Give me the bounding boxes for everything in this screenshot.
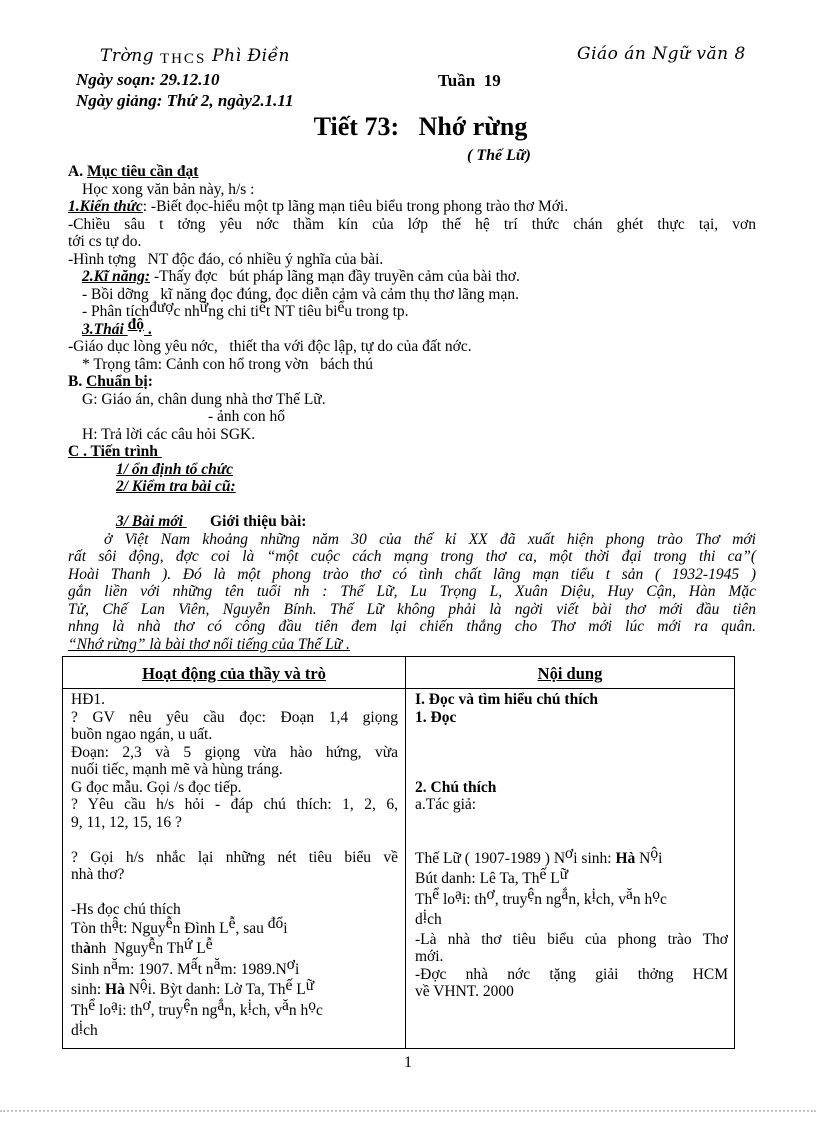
text-run: ă: [282, 997, 289, 1014]
lesson-body: [68, 163, 756, 653]
text-run: Hoài Thanh ). Đó là một phong trào thơ có tình chất lãng mạn tiểu t sản ( 1932-1945 ): [68, 565, 756, 583]
text-run: i: th: [461, 890, 487, 908]
date-prepared: Ngày soạn: 29.12.10: [76, 70, 220, 89]
text-run: a.Tác giả:: [415, 796, 477, 813]
doc-line: [415, 691, 728, 709]
text-run: ệ: [527, 886, 535, 903]
text-run: L: [192, 940, 206, 957]
text-run: buồn ngao ngán, u uất.: [71, 726, 213, 743]
doc-line: [415, 845, 728, 870]
doc-line: [68, 198, 756, 216]
text-run: - Bồi dỡng kĩ năng đọc đúng, đọc diễn cảm và cảm thụ thơ lãng mạn.: [82, 285, 519, 303]
blank-line: [68, 496, 756, 514]
text-run: nuối tiếc, mạnh mẽ và hùng tráng.: [71, 761, 283, 778]
school-name: [100, 46, 290, 68]
text-run: ng chi ti: [208, 303, 259, 320]
text-run: ộ: [650, 845, 659, 862]
text-run: ắ: [561, 886, 569, 903]
text-run: à: [83, 940, 91, 957]
text-run: , sau: [235, 919, 268, 937]
text-run: ơ: [565, 845, 574, 862]
text-run: ă: [213, 956, 221, 973]
doc-line: [68, 268, 756, 286]
school-name-part2: Phì Điền: [206, 46, 290, 66]
text-run: ắ: [217, 997, 225, 1014]
doc-line: [71, 976, 398, 1001]
text-run: ị: [591, 886, 596, 903]
text-run: u trong tp.: [344, 303, 409, 320]
text-run: C . Tiến trình: [68, 443, 162, 460]
doc-line: [415, 779, 728, 797]
text-run: G đọc mẫu. Gọi /s đọc tiếp.: [71, 778, 242, 796]
doc-line: [71, 935, 398, 960]
text-run: - ảnh con hổ: [208, 408, 286, 425]
text-run: ứ: [183, 935, 193, 953]
text-run: ạ: [455, 886, 462, 903]
text-run: i: [283, 919, 288, 937]
text-run: , truy: [150, 1001, 184, 1019]
text-run: ch: [427, 911, 442, 928]
text-run: Thế Lữ ( 1907-1989 ) N: [415, 849, 566, 867]
text-run: ậ: [111, 915, 119, 932]
text-run: ? Gọi h/s nhắc lại những nét tiêu biểu về: [71, 848, 398, 866]
text-run: d: [71, 1022, 79, 1039]
text-run: ộ: [139, 976, 148, 994]
doc-line: [415, 983, 728, 1001]
text-run: Sinh n: [71, 960, 112, 978]
text-run: Hà: [615, 849, 636, 867]
lesson-author: ( Thế Lữ): [467, 147, 531, 164]
activity-column-header: Hoạt động của thầy và trò: [142, 664, 326, 683]
text-run: -Giáo dục lòng yêu nớc, thiết tha với độc lập, tự do của đất nớc.: [68, 338, 472, 355]
blank-line: [71, 884, 398, 902]
text-run: ọ: [308, 997, 317, 1014]
doc-line: [68, 566, 756, 584]
text-run: n, k: [224, 1001, 248, 1019]
text-run: Th: [71, 1001, 89, 1019]
text-run: ị: [247, 997, 252, 1014]
doc-line: [68, 461, 756, 479]
doc-line: [415, 966, 728, 984]
text-run: c: [660, 890, 667, 908]
text-run: mới.: [415, 948, 444, 965]
text-run: :: [147, 373, 153, 390]
text-run: N: [635, 849, 651, 867]
doc-line: [68, 478, 756, 496]
text-run: Giới thiệu bài:: [210, 513, 307, 530]
text-run: ể: [337, 298, 345, 316]
text-run: n h: [288, 1001, 309, 1019]
content-column-header: Nội dung: [537, 664, 603, 683]
text-run: Th: [415, 890, 433, 908]
text-run: ơ: [286, 956, 295, 973]
text-run: là bài thơ nổi tiếng của Thế Lữ .: [145, 635, 350, 653]
text-run: t: Nguy: [118, 919, 166, 937]
text-run: G: Giáo án, chân dung nhà thơ Thế Lữ.: [82, 390, 326, 408]
doc-line: [415, 886, 728, 911]
text-run: 3.Thái: [82, 320, 128, 338]
text-run: ễ: [205, 935, 213, 953]
text-run: m: 1989.N: [220, 960, 287, 978]
document-subject: Giáo án Ngữ văn 8: [577, 44, 746, 64]
doc-line: [71, 691, 398, 709]
text-run: nhng là nhà thơ có công đầu tiên đem lại chiến thắng cho Thơ mới lúc mới ra quân.: [68, 618, 756, 635]
doc-line: [68, 181, 756, 199]
text-run: ễ: [228, 915, 236, 932]
text-run: ấ: [190, 956, 198, 973]
text-run: ị: [78, 1017, 84, 1035]
doc-line: [68, 163, 756, 181]
text-run: ế: [285, 976, 293, 994]
text-run: ệ: [183, 997, 191, 1014]
text-run: : -Biết đọc-hiểu một tp lãng mạn tiêu biểu trong phong trào thơ Mới.: [142, 198, 569, 215]
doc-line: [68, 373, 756, 391]
doc-line: [71, 814, 398, 832]
text-run: * Trọng tâm: Cảnh con hổ trong vờn bách thú: [82, 355, 374, 373]
text-run: Bút danh: Lê Ta, Th: [415, 870, 540, 887]
text-run: ch, v: [251, 1001, 283, 1019]
doc-line: [71, 709, 398, 727]
doc-line: [68, 316, 756, 339]
text-run: ở Việt Nam khoảng những năm 30 của thế kỉ XX đã xuất hiện phong trào Thơ mới: [104, 530, 756, 548]
text-run: -Chiều sâu t tởng yêu nớc thầm kín của lớp thế hệ trí thức chán ghét thực tại, vơn: [68, 215, 756, 233]
blank-line: [415, 814, 728, 832]
lesson-title: Tiết 73: Nhớ rừng: [313, 112, 528, 141]
text-run: t NT tiêu bi: [265, 303, 338, 320]
text-run: ch: [83, 1022, 98, 1039]
text-run: ễ: [148, 935, 156, 953]
doc-line: [68, 251, 756, 269]
date-taught: Ngày giảng: Thứ 2, ngày2.1.11: [76, 91, 294, 110]
doc-line: [68, 618, 756, 636]
table-body-row: [63, 689, 734, 1048]
doc-line: [68, 426, 756, 444]
text-run: ơ: [486, 886, 495, 903]
text-run: ễ: [165, 915, 173, 932]
doc-line: [415, 709, 728, 727]
doc-line: [68, 298, 756, 321]
text-run: Tử, Chế Lan Viên, Nguyễn Bính. Thế Lữ không phải là ngời viết bài thơ mới đầu tiên: [68, 600, 756, 618]
doc-line: [68, 531, 756, 549]
text-run: 2.Kĩ năng:: [82, 268, 151, 285]
text-run: ? Yêu cầu h/s hỏi - đáp chú thích: 1, 2, 6,: [71, 796, 398, 813]
page-number: 1: [404, 1054, 412, 1071]
text-run: ể: [88, 997, 96, 1014]
doc-line: [71, 915, 398, 940]
text-run: nh Nguy: [90, 940, 149, 957]
doc-line: [71, 761, 398, 779]
content-cell: [406, 689, 734, 1048]
bottom-dotted-rule: [0, 1110, 816, 1112]
text-run: gắn liền với những tên tuổi nh : Thế Lữ, Lu Trọng L, Xuân Diệu, Huy Cận, Hàn Mặc: [68, 583, 756, 600]
text-run: tới cs tự do.: [68, 233, 142, 250]
text-run: N: [124, 981, 140, 998]
text-run: -Là nhà thơ tiêu biểu của phong trào Thơ: [415, 930, 728, 948]
doc-line: [415, 948, 728, 966]
text-run: [187, 513, 210, 530]
text-run: m: 1907. M: [117, 960, 191, 978]
text-run: 1. Đọc: [415, 708, 457, 726]
doc-line: [415, 931, 728, 949]
text-run: đổ: [267, 915, 284, 932]
text-run: n h: [632, 890, 653, 908]
week-label: Tuần 19: [438, 71, 501, 90]
text-run: -Thấy đợc bút pháp lãng mạn đầy truyền cảm của bài thơ.: [150, 268, 520, 285]
text-run: H: Trả lời các câu hỏi SGK.: [82, 425, 256, 443]
text-run: i sinh:: [573, 849, 616, 867]
text-run: A.: [68, 163, 87, 180]
text-run: n Đình L: [172, 919, 229, 937]
table-header-row: [63, 657, 734, 689]
doc-line: [68, 636, 756, 654]
text-run: -Đợc nhà nớc tặng giải thởng HCM: [415, 965, 728, 983]
doc-line: [68, 601, 756, 619]
text-run: Chuẩn bị: [86, 373, 148, 390]
doc-line: [71, 726, 398, 744]
text-run: 1/ ổn định tổ chức: [116, 460, 233, 478]
text-run: sinh:: [71, 981, 106, 998]
text-run: .: [144, 320, 152, 338]
text-run: Mục tiêu cần đạt: [86, 163, 199, 180]
text-run: 1.Kiến thức: [68, 198, 143, 215]
doc-line: [71, 744, 398, 762]
text-run: 9, 11, 12, 15, 16 ?: [71, 813, 182, 831]
text-run: n Th: [155, 940, 184, 957]
doc-line: [71, 779, 398, 797]
doc-line: [415, 796, 728, 814]
text-run: - Phân tích: [82, 303, 150, 320]
text-run: ữ: [559, 865, 569, 883]
doc-line: [71, 849, 398, 867]
doc-line: [68, 338, 756, 356]
doc-line: [415, 906, 728, 931]
doc-line: [68, 233, 756, 251]
text-run: ữ: [199, 298, 209, 316]
text-run: th: [71, 940, 84, 957]
doc-line: [68, 391, 756, 409]
text-run: 2. Chú thích: [415, 778, 497, 796]
text-run: lo: [95, 1001, 112, 1019]
text-run: n, k: [568, 890, 592, 908]
text-run: về VHNT. 2000: [415, 983, 514, 1000]
text-run: L: [546, 870, 560, 887]
text-run: Học xong văn bản này, h/s :: [82, 180, 255, 198]
doc-line: [71, 956, 398, 981]
doc-line: [68, 216, 756, 234]
text-run: n ng: [190, 1001, 218, 1019]
content-column-header-cell: [406, 657, 734, 688]
text-run: rất sôi động, đợc coi là “một cuộc cách mạng trong thơ ca, một thời đại trong thi ca”(: [68, 548, 756, 565]
text-run: “Nhớ rừng”: [68, 635, 146, 653]
blank-line: [415, 744, 728, 762]
text-run: c nh: [173, 303, 200, 320]
text-run: Tòn th: [71, 919, 112, 937]
text-run: ơ: [142, 997, 151, 1014]
text-run: i: [658, 849, 663, 867]
text-run: ă: [111, 956, 118, 973]
text-run: ế: [539, 865, 547, 883]
activity-table: [62, 656, 735, 1049]
blank-line: [415, 761, 728, 779]
text-run: t n: [197, 960, 214, 978]
school-acronym: THCS: [159, 51, 207, 67]
activity-column-header-cell: [63, 657, 406, 688]
text-run: lo: [439, 890, 456, 908]
doc-line: [71, 866, 398, 884]
text-run: -Hình tợng NT độc đáo, có nhiều ý nghĩa của bài.: [68, 250, 384, 268]
text-run: nhà thơ?: [71, 866, 125, 883]
text-run: L: [292, 981, 306, 998]
doc-line: [71, 1017, 398, 1042]
text-run: I. Đọc và tìm hiểu chú thích: [415, 691, 598, 708]
doc-line: [68, 548, 756, 566]
text-run: Hà: [105, 981, 125, 998]
text-run: B.: [68, 373, 87, 390]
text-run: ạ: [111, 997, 118, 1014]
text-run: n ng: [534, 890, 562, 908]
text-run: ữ: [305, 976, 315, 994]
doc-line: [71, 796, 398, 814]
text-run: HĐ1.: [71, 691, 106, 708]
text-run: ế: [259, 298, 266, 316]
doc-line: [68, 443, 756, 461]
doc-line: [68, 583, 756, 601]
text-run: độ: [127, 316, 145, 333]
text-run: ch, v: [595, 890, 627, 908]
text-run: ? GV nêu yêu cầu đọc: Đoạn 1,4 giọng: [71, 708, 398, 726]
text-run: 3/ Bài mới: [116, 513, 187, 530]
text-run: Đoạn: 2,3 và 5 giọng vừa hào hứng, vừa: [71, 743, 398, 761]
blank-line: [415, 726, 728, 744]
doc-line: [68, 356, 756, 374]
text-run: -Hs đọc chú thích: [71, 901, 181, 918]
text-run: , truy: [494, 890, 528, 908]
school-name-part1: Trờng: [100, 46, 160, 66]
blank-line: [71, 831, 398, 849]
text-run: d: [415, 911, 423, 928]
text-run: ị: [422, 906, 428, 924]
text-run: ể: [432, 886, 440, 903]
text-run: ọ: [652, 886, 661, 903]
text-run: ă: [626, 886, 633, 903]
doc-line: [68, 513, 756, 531]
text-run: i: [294, 960, 300, 978]
text-run: i. Bỳt danh: Lờ Ta, Th: [147, 981, 286, 998]
doc-line: [71, 997, 398, 1022]
text-run: đượ: [149, 298, 174, 316]
text-run: c: [316, 1001, 323, 1019]
activity-cell: [63, 689, 406, 1048]
text-run: i: th: [117, 1001, 143, 1019]
text-run: 2/ Kiểm tra bài cũ:: [116, 478, 236, 495]
doc-line: [68, 408, 756, 426]
